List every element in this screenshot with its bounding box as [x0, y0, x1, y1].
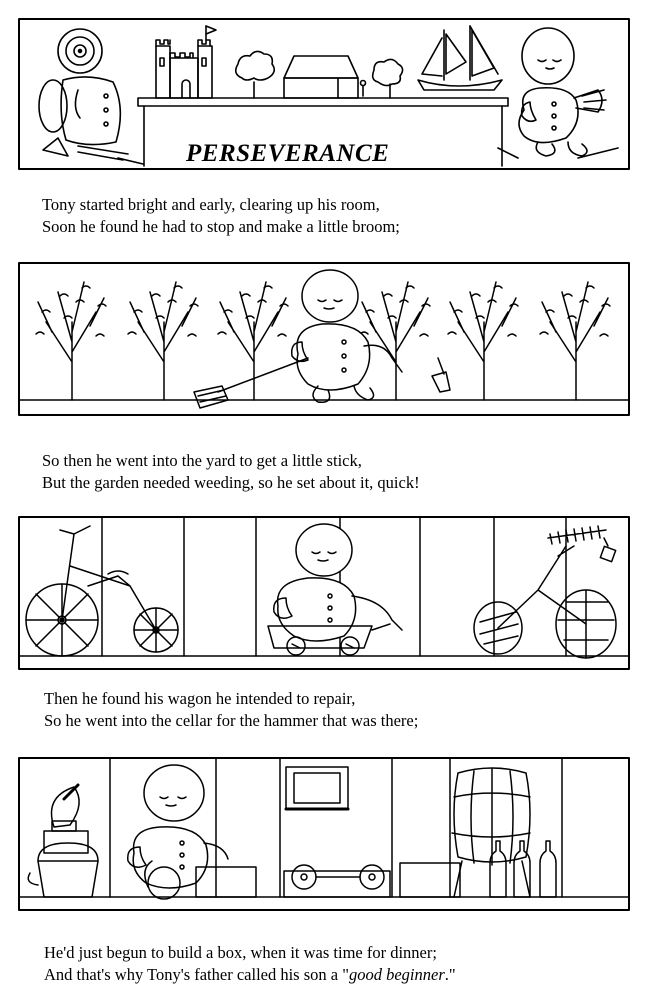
verse-4-line-2-end: ." — [444, 965, 456, 984]
verse-1-line-2: Soon he found he had to stop and make a little broom; — [42, 217, 400, 236]
illustration-cellar — [18, 757, 630, 911]
verse-3-line-1: Then he found his wagon he intended to repair, — [44, 689, 356, 708]
verse-2 — [42, 450, 420, 494]
verse-4-line-1: He'd just begun to build a box, when it was time for dinner; — [44, 943, 437, 962]
verse-3-line-2: So he went into the cellar for the hammer that was there; — [44, 711, 419, 730]
verse-1-line-1: Tony started bright and early, clearing up his room, — [42, 195, 380, 214]
verse-2-line-2: But the garden needed weeding, so he set about it, quick! — [42, 473, 420, 492]
verse-4-line-2-start: And that's why Tony's father called his son a " — [44, 965, 349, 984]
verse-2-line-1: So then he went into the yard to get a little stick, — [42, 451, 362, 470]
verse-4-line-2 — [44, 964, 456, 986]
good-beginner-emphasis: good beginner — [348, 965, 445, 984]
illustration-yard — [18, 516, 630, 670]
verse-1 — [42, 194, 400, 238]
illustration-garden — [18, 262, 630, 416]
verse-4 — [44, 942, 456, 986]
verse-3 — [44, 688, 418, 732]
page-title: PERSEVERANCE — [186, 140, 390, 167]
